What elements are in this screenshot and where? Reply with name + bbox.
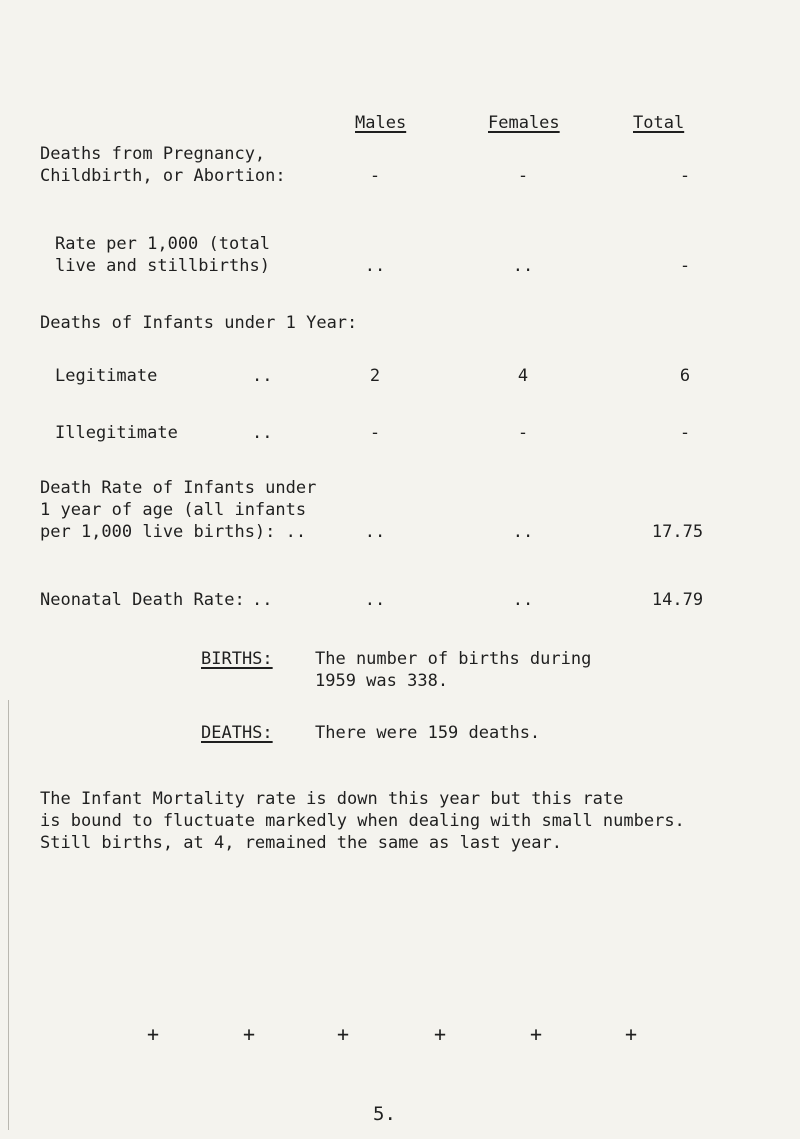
neonatal-females: .. — [512, 590, 534, 610]
neonatal-total: 14.79 — [651, 590, 704, 610]
births-heading: BIRTHS: — [201, 649, 273, 669]
separator-plus: + — [147, 1022, 160, 1046]
legitimate-leader: .. — [252, 366, 273, 386]
infants-heading: Deaths of Infants under 1 Year: — [40, 313, 358, 333]
infant-rate-males: .. — [364, 522, 386, 542]
header-total: Total — [633, 113, 685, 133]
births-line-1: The number of births during — [315, 649, 592, 669]
rate-label-2: live and stillbirths) — [55, 256, 270, 276]
pregnancy-label-1: Deaths from Pregnancy, — [40, 144, 266, 164]
legitimate-label: Legitimate — [55, 366, 158, 386]
rate-total: - — [679, 256, 691, 276]
legitimate-total: 6 — [679, 366, 691, 386]
illegitimate-males: - — [369, 423, 381, 443]
illegitimate-females: - — [517, 423, 529, 443]
page-edge-shadow — [8, 700, 9, 1130]
rate-males: .. — [364, 256, 386, 276]
illegitimate-total: - — [679, 423, 691, 443]
infant-rate-label-3: per 1,000 live births): .. — [40, 522, 307, 542]
neonatal-label: Neonatal Death Rate: — [40, 590, 245, 610]
separator-plus: + — [337, 1022, 350, 1046]
separator-plus: + — [625, 1022, 638, 1046]
infant-rate-label-2: 1 year of age (all infants — [40, 500, 307, 520]
separator-plus: + — [530, 1022, 543, 1046]
deaths-heading: DEATHS: — [201, 723, 273, 743]
deaths-line-1: There were 159 deaths. — [315, 723, 541, 743]
rate-females: .. — [512, 256, 534, 276]
pregnancy-males: - — [369, 166, 381, 186]
rate-label-1: Rate per 1,000 (total — [55, 234, 270, 254]
illegitimate-leader: .. — [252, 423, 273, 443]
infant-rate-label-1: Death Rate of Infants under — [40, 478, 317, 498]
infant-rate-females: .. — [512, 522, 534, 542]
paragraph-line-1: The Infant Mortality rate is down this year but this rate — [40, 789, 624, 809]
legitimate-females: 4 — [517, 366, 529, 386]
header-males: Males — [355, 113, 407, 133]
births-line-2: 1959 was 338. — [315, 671, 449, 691]
page-number: 5. — [373, 1103, 396, 1125]
paragraph-line-3: Still births, at 4, remained the same as last year. — [40, 833, 562, 853]
neonatal-leader: .. — [252, 590, 273, 610]
neonatal-males: .. — [364, 590, 386, 610]
separator-plus: + — [243, 1022, 256, 1046]
pregnancy-females: - — [517, 166, 529, 186]
legitimate-males: 2 — [369, 366, 381, 386]
illegitimate-label: Illegitimate — [55, 423, 178, 443]
paragraph-line-2: is bound to fluctuate markedly when dealing with small numbers. — [40, 811, 685, 831]
header-females: Females — [488, 113, 560, 133]
pregnancy-label-2: Childbirth, or Abortion: — [40, 166, 286, 186]
separator-plus: + — [434, 1022, 447, 1046]
infant-rate-total: 17.75 — [651, 522, 704, 542]
pregnancy-total: - — [679, 166, 691, 186]
